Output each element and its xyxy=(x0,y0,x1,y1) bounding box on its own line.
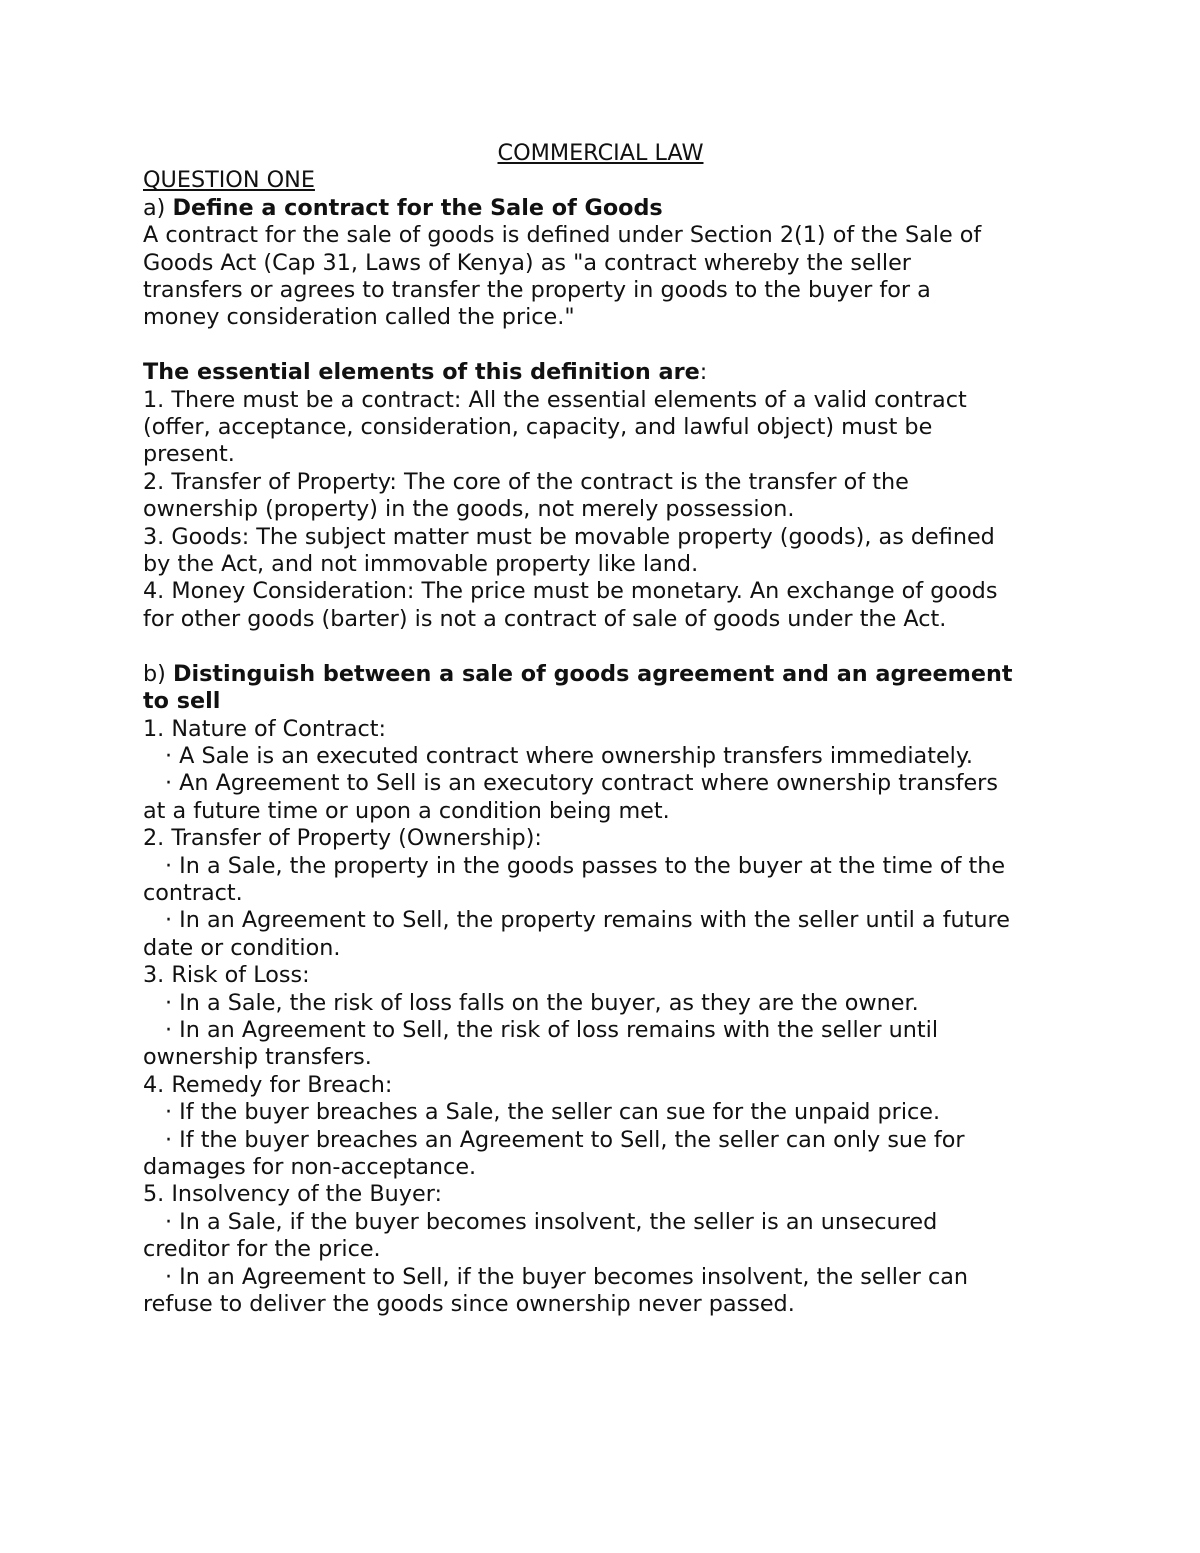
comparison-line: 2. Transfer of Property (Ownership): xyxy=(143,825,542,852)
bullet-line: · In a Sale, the risk of loss falls on the buyer, as they are the owner. xyxy=(165,989,919,1016)
bullet-line: · In a Sale, if the buyer becomes insolvent, the seller is an unsecured xyxy=(165,1208,938,1235)
comparison-line: 1. Nature of Contract: xyxy=(143,715,387,742)
element-line: for other goods (barter) is not a contract of sale of goods under the Act. xyxy=(143,605,947,632)
comparison-line: 5. Insolvency of the Buyer: xyxy=(143,1181,442,1208)
bullet-line: · If the buyer breaches a Sale, the seller can sue for the unpaid price. xyxy=(165,1099,941,1126)
comparison-line: damages for non-acceptance. xyxy=(143,1154,477,1180)
document-title: COMMERCIAL LAW xyxy=(497,140,704,166)
definition-line: transfers or agrees to transfer the property in goods to the buyer for a xyxy=(143,277,931,304)
element-line: 1. There must be a contract: All the essential elements of a valid contract xyxy=(143,386,967,413)
element-line: 3. Goods: The subject matter must be movable property (goods), as defined xyxy=(143,523,995,550)
comparison-line: contract. xyxy=(143,879,243,906)
definition-line: money consideration called the price." xyxy=(143,304,575,331)
elements-heading xyxy=(143,359,1078,386)
comparison-line: creditor for the price. xyxy=(143,1236,381,1263)
question-heading: QUESTION ONE xyxy=(143,167,315,194)
part-a-prefix: a) xyxy=(143,194,173,221)
comparison-line: at a future time or upon a condition being met. xyxy=(143,797,670,824)
definition-line: A contract for the sale of goods is defined under Section 2(1) of the Sale of xyxy=(143,222,982,249)
document-page xyxy=(143,140,1078,1318)
part-a-definition xyxy=(143,222,1078,332)
comparison-line: 4. Remedy for Breach: xyxy=(143,1071,393,1098)
part-a-heading xyxy=(143,195,1078,222)
bullet-line: · If the buyer breaches an Agreement to Sell, the seller can only sue for xyxy=(165,1126,965,1153)
spacer xyxy=(143,332,1078,359)
elements-list xyxy=(143,387,1078,634)
element-line: by the Act, and not immovable property like land. xyxy=(143,551,699,578)
elements-heading-colon: : xyxy=(699,359,708,386)
element-line: ownership (property) in the goods, not merely possession. xyxy=(143,496,795,523)
comparison-line: 3. Risk of Loss: xyxy=(143,962,310,989)
bullet-line: · In an Agreement to Sell, the risk of loss remains with the seller until xyxy=(165,1016,939,1043)
part-b-title-line1: Distinguish between a sale of goods agreement and an agreement xyxy=(172,660,1013,687)
elements-heading-text: The essential elements of this definition are xyxy=(143,359,700,386)
definition-line: Goods Act (Cap 31, Laws of Kenya) as "a contract whereby the seller xyxy=(143,249,911,276)
element-line: present. xyxy=(143,441,235,468)
bullet-line: · In a Sale, the property in the goods passes to the buyer at the time of the xyxy=(165,852,1006,879)
bullet-line: · An Agreement to Sell is an executory contract where ownership transfers xyxy=(165,770,998,797)
part-b-prefix: b) xyxy=(143,660,173,687)
comparison-line: ownership transfers. xyxy=(143,1044,372,1071)
part-b-list xyxy=(143,716,1078,1319)
bullet-line: · A Sale is an executed contract where ownership transfers immediately. xyxy=(165,742,973,769)
element-line: 2. Transfer of Property: The core of the contract is the transfer of the xyxy=(143,468,909,495)
element-line: (offer, acceptance, consideration, capacity, and lawful object) must be xyxy=(143,414,933,441)
comparison-line: refuse to deliver the goods since ownership never passed. xyxy=(143,1291,795,1318)
comparison-line: date or condition. xyxy=(143,934,341,961)
spacer xyxy=(143,633,1078,660)
part-b-heading xyxy=(143,661,1078,688)
part-a-title: Define a contract for the Sale of Goods xyxy=(172,194,663,221)
bullet-line: · In an Agreement to Sell, the property remains with the seller until a future xyxy=(165,907,1010,934)
element-line: 4. Money Consideration: The price must be monetary. An exchange of goods xyxy=(143,578,998,605)
bullet-line: · In an Agreement to Sell, if the buyer becomes insolvent, the seller can xyxy=(165,1263,969,1290)
part-b-title-line2: to sell xyxy=(143,688,221,715)
